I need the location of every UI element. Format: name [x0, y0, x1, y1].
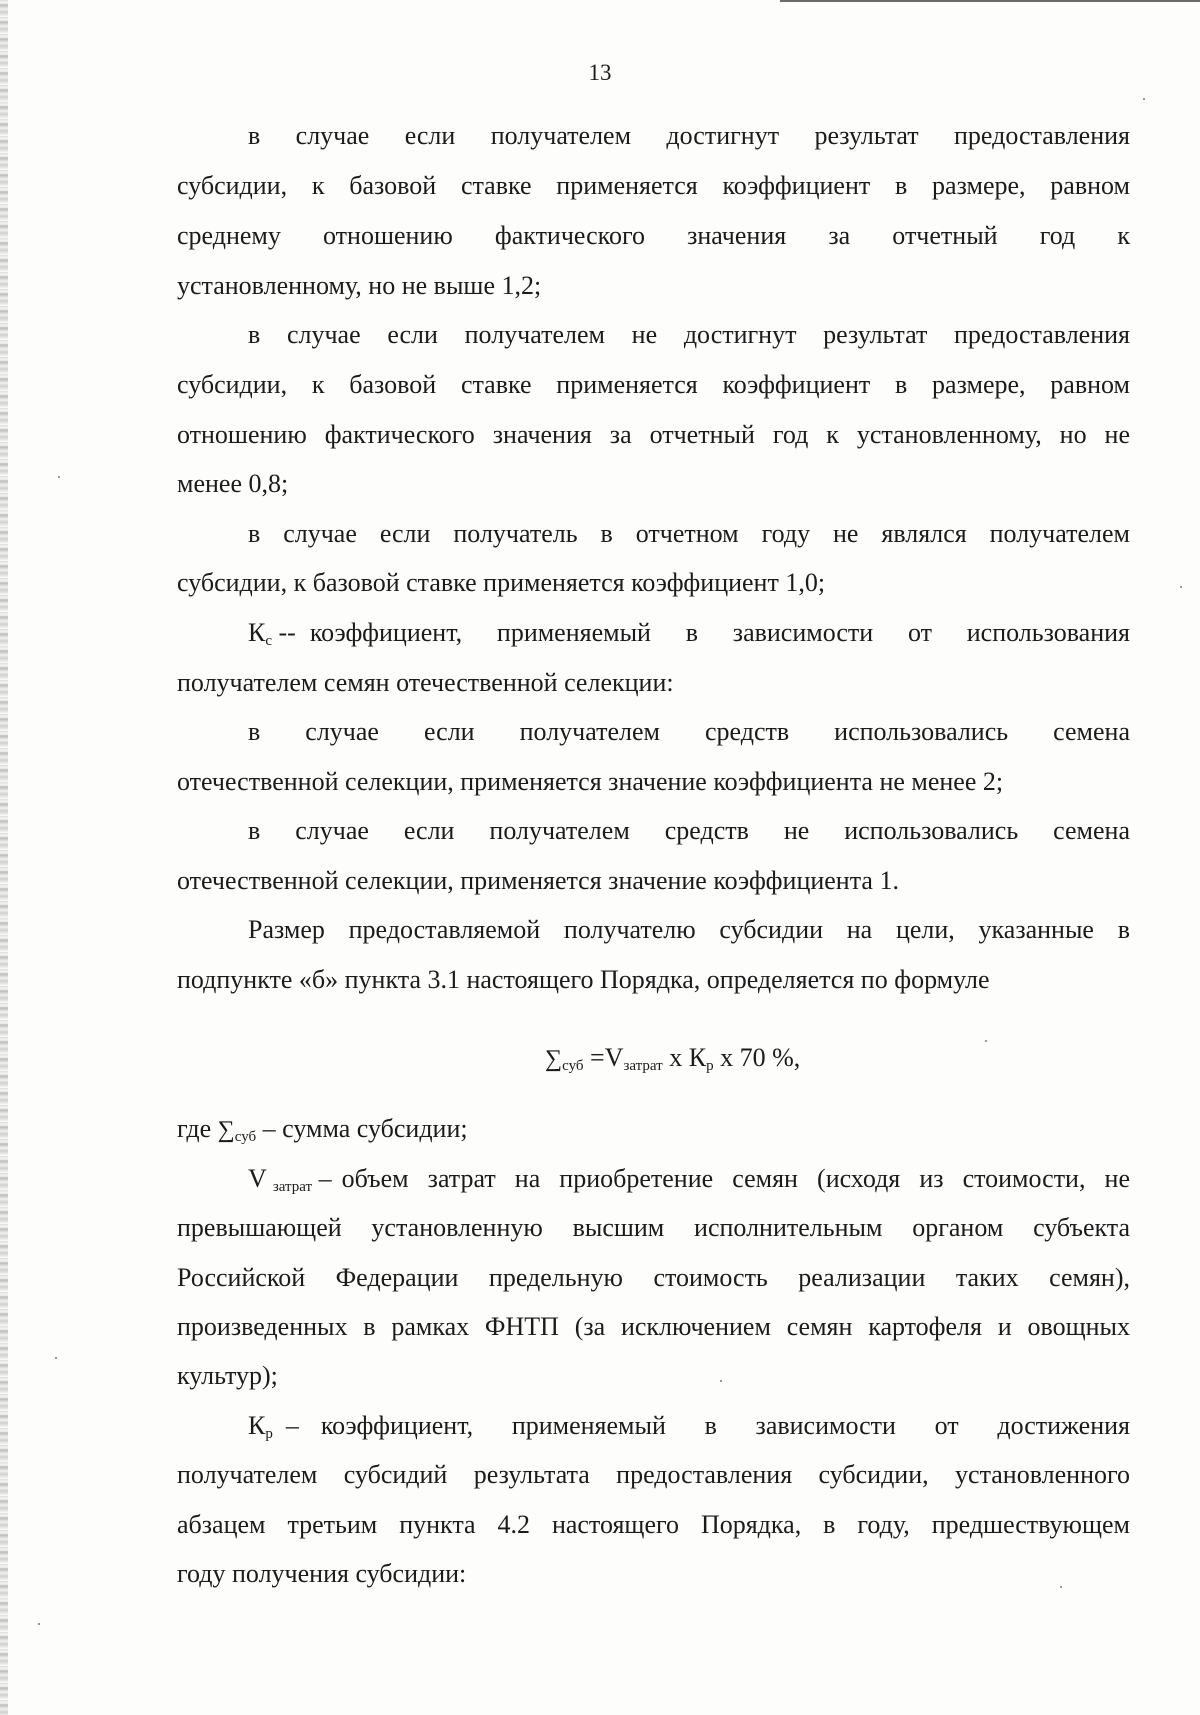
paragraph-line: в случае если получателем средств использовались семена	[248, 717, 1130, 746]
paragraph-line: среднему отношению фактического значения за отчетный год к	[177, 221, 1130, 250]
paragraph-line: абзацем третьим пункта 4.2 настоящего Порядка, в году, предшествующем	[177, 1510, 1130, 1539]
paragraph-line: установленному, но не выше 1,2;	[177, 271, 542, 300]
paragraph-line: субсидии, к базовой ставке применяется коэффициент 1,0;	[177, 568, 826, 597]
subsidy-formula: $\sum_{суб} =V_{затрат}$ х $К_р$ х 70 %,	[545, 1043, 801, 1074]
paragraph-line: коэффициент, применяемый в зависимости от достижения	[320, 1411, 1130, 1440]
paragraph-line: получателем семян отечественной селекции:	[177, 668, 674, 697]
kc-symbol: $К_с$ --	[248, 618, 296, 649]
paragraph-line: подпункте «б» пункта 3.1 настоящего Порядка, определяется по формуле	[177, 965, 990, 994]
scan-speck	[55, 1357, 57, 1359]
v-definition-line	[248, 1164, 1130, 1194]
paragraph-line: произведенных в рамках ФНТП (за исключением семян картофеля и овощных	[177, 1312, 1130, 1341]
paragraph-line: менее 0,8;	[177, 469, 289, 498]
paragraph-line: получателем субсидий результата предоставления субсидии, установленного	[177, 1460, 1130, 1489]
scan-speck	[1143, 98, 1145, 100]
paragraph-line: Размер предоставляемой получателю субсидии на цели, указанные в	[248, 915, 1130, 944]
paragraph-line: отечественной селекции, применяется значение коэффициента 1.	[177, 866, 899, 895]
paragraph-line: в случае если получателем не достигнут результат предоставления	[248, 320, 1130, 349]
paragraph-line: субсидии, к базовой ставке применяется коэффициент в размере, равном	[177, 171, 1130, 200]
paragraph-line: субсидии, к базовой ставке применяется коэффициент в размере, равном	[177, 370, 1130, 399]
paragraph-line: в случае если получателем средств не использовались семена	[248, 816, 1130, 845]
scan-edge-noise	[0, 0, 8, 1715]
scan-speck	[1180, 586, 1182, 588]
paragraph-line: отечественной селекции, применяется значение коэффициента не менее 2;	[177, 767, 1004, 796]
top-rule	[780, 0, 1200, 2]
kc-definition-line	[248, 618, 1130, 648]
scan-speck	[58, 476, 60, 478]
page-number: 13	[588, 60, 612, 85]
scan-speck	[720, 1380, 722, 1382]
paragraph-line: культур);	[177, 1361, 278, 1390]
paragraph-line: отношению фактического значения за отчетный год к установленному, но не	[177, 420, 1130, 449]
paragraph-line: коэффициент, применяемый в зависимости от использования	[309, 618, 1130, 647]
paragraph-line: в случае если получатель в отчетном году не являлся получателем	[248, 519, 1130, 548]
scan-speck	[1060, 1586, 1062, 1588]
paragraph-line: превышающей установленную высшим исполнительным органом субъекта	[177, 1213, 1130, 1242]
kp-definition-line	[248, 1411, 1130, 1441]
v-symbol: V $_{затрат}$ –	[248, 1164, 332, 1195]
paragraph-line: году получения субсидии:	[177, 1559, 467, 1588]
paragraph-line: Российской Федерации предельную стоимость реализации таких семян),	[177, 1263, 1130, 1292]
sum-definition-line: где $\sum_{суб}$ – сумма субсидии;	[177, 1114, 468, 1145]
paragraph-line: в случае если получателем достигнут результат предоставления	[248, 121, 1130, 150]
scan-speck	[985, 1040, 987, 1042]
paragraph-line: объем затрат на приобретение семян (исходя из стоимости, не	[341, 1164, 1130, 1193]
scan-speck	[38, 1623, 40, 1625]
kp-symbol: $К_р$ –	[248, 1411, 299, 1442]
